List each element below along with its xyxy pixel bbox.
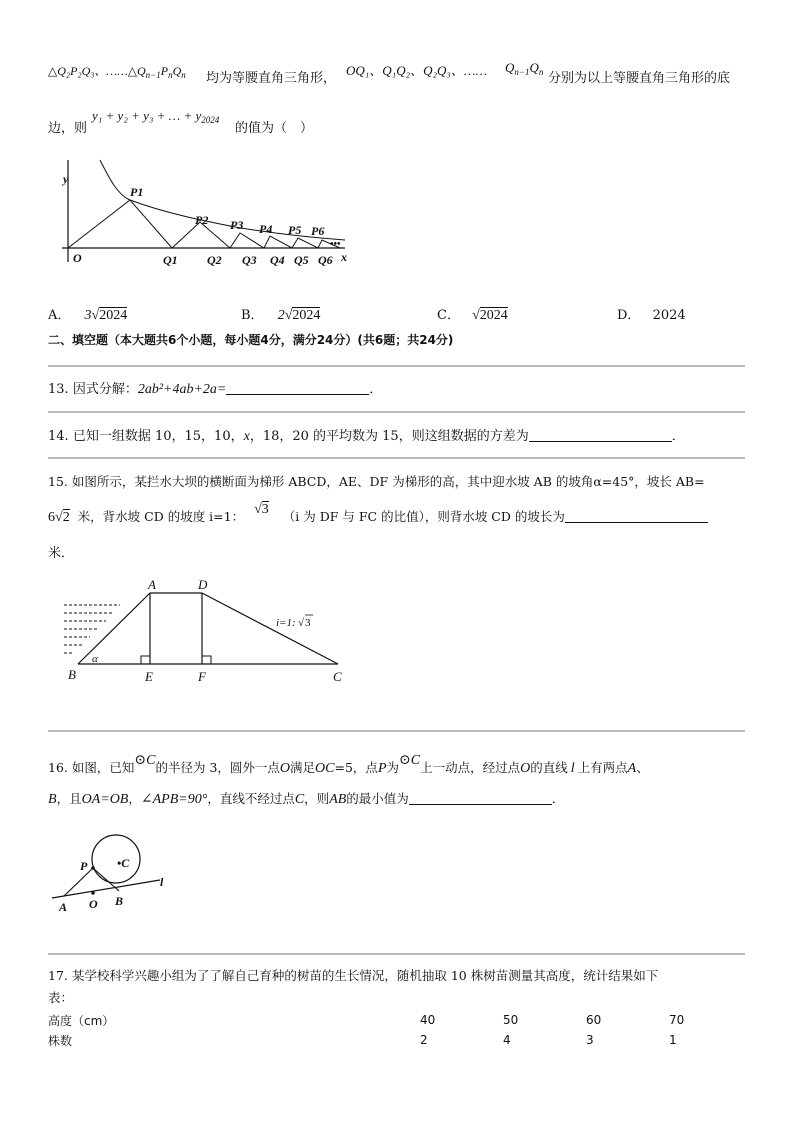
q13: 13. 因式分解：2ab²+4ab+2a= ． [48,382,383,397]
sqrt-icon: √ [91,308,100,323]
label-P6: P6 [311,224,325,238]
q12-sum-expr: y₁ + y₂ + y₃ + … + $y_{2024}$ [92,108,220,125]
label-F: F [198,669,206,684]
label-E: E [145,669,153,684]
q12-bases-tail: $Q_{n-1}Q_n$ [505,60,544,77]
q12-line2-start: 边，则 [48,121,88,136]
q12-line1-end: 分别为以上等腰直角三角形的底 [548,71,731,86]
table-cell: 4 [503,1033,511,1047]
x-axis-label: x [341,250,347,264]
label-B: B [68,667,76,682]
origin-label: O [73,251,82,265]
ellipsis-dots: ••• [330,239,341,250]
table-row-label: 株数 [48,1033,73,1048]
table-cell: 60 [586,1013,602,1027]
label-Q6: Q6 [318,253,333,267]
label-O: O [89,897,98,911]
q14: 14. 已知一组数据 10，15，10，x，18，20 的平均数为 15，则这组数据的方差为 ． [48,429,685,444]
option-b-radicand: 2024 [292,308,321,323]
q17-line1 [48,966,658,984]
table-cell: 40 [420,1013,436,1027]
label-P2: P2 [195,213,209,227]
q12-line2-end: 的值为（ ） [235,121,314,136]
q16-line2: B，且OA=OB，∠APB=90°，直线不经过点C，则AB的最小值为 ． [48,791,565,807]
slope-label: i=1: [276,617,296,629]
q13-number: 13. [48,382,69,397]
table-cell: 1 [669,1033,677,1047]
q17-table [48,1010,729,1050]
table-row [48,1030,729,1050]
q13-text: 因式分解： [72,382,138,397]
q17-number: 17. [48,968,68,983]
label-P4: P4 [259,222,273,236]
label-P: P [80,859,88,873]
q14-text: 已知一组数据 10，15，10， [72,429,244,444]
table-cell: 3 [586,1033,594,1047]
sqrt-icon: √ [298,617,305,629]
label-D: D [198,577,208,592]
label-A: A [148,577,156,592]
q15-line3: 米． [48,546,75,561]
label-P3: P3 [230,218,244,232]
label-l: l [160,875,164,889]
q15-text-line1: 如图所示，某拦水大坝的横断面为梯形 ABCD，AE、DF 为梯形的高，其中迎水坡 AB 的坡角α=45°，坡长 AB= [71,474,705,489]
label-B: B [115,894,124,908]
y-axis-label: y [63,172,69,186]
option-d-letter: D． [617,308,641,323]
label-C: C [333,669,342,684]
divider [48,953,745,955]
q14-number: 14. [48,429,69,444]
line-l [52,880,160,898]
label-C: •C [117,856,130,870]
label-Q3: Q3 [242,253,257,267]
q12-triangles: △Q₂P₂Q₃、$\dots\dots\triangle Q_{n-1}P_nQ_n$ [48,64,186,80]
table-cell: 70 [669,1013,685,1027]
option-a-coef: 3 [84,308,92,323]
q14-text2: ，18，20 的平均数为 15，则这组数据的方差为 [249,429,529,444]
q14-var: x [243,429,250,444]
q15-line2: 6√2 米，背水坡 CD 的坡度 i=1： √3 （i 为 DF 与 FC 的比值），则背水坡 CD 的坡长为 [48,507,708,526]
q15-number: 15. [48,474,68,489]
table-row [48,1010,729,1030]
option-c-letter: C． [437,308,460,323]
q12-line1-text: 均为等腰直角三角形， [206,71,337,86]
q13-expr: 2ab²+4ab+2a= [137,382,227,397]
option-b-letter: B． [241,308,264,323]
table-row-label: 高度（cm） [48,1013,115,1028]
label-Q2: Q2 [207,253,222,267]
label-P1: P1 [130,185,144,199]
option-a-letter: A． [48,308,71,323]
sqrt-icon: √ [55,510,63,525]
label-Q1: Q1 [163,253,178,267]
q17-line2: 表： [48,990,74,1005]
label-alpha: α [92,653,98,665]
q17-text-line1: 某学校科学兴趣小组为了了解自己育种的树苗的生长情况，随机抽取 10 株树苗测量其高度，统计结果如下 [71,968,659,983]
option-b-coef: 2 [277,308,285,323]
label-P5: P5 [288,223,302,237]
option-d-value: 2024 [652,308,686,323]
slope-radicand: 3 [305,617,311,629]
label-Q5: Q5 [294,253,309,267]
table-cell: 2 [420,1033,428,1047]
sqrt-icon: √ [284,308,293,323]
label-A: A [59,900,68,914]
q16-number: 16. [48,760,68,775]
sqrt-icon: √ [254,502,262,517]
q12-bases: OQ₁、Q₁Q₂、Q₂Q₃、…… [346,63,488,78]
option-a-radicand: 2024 [99,308,128,323]
sqrt-icon: √ [472,308,480,323]
section-heading: 二、填空题（本大题共6个小题，每小题4分，满分24分）(共6题；共24分) [48,333,454,347]
option-c-radicand: 2024 [479,308,508,323]
label-Q4: Q4 [270,253,285,267]
table-cell: 50 [503,1013,519,1027]
q16-line1: 16. 如图，已知⊙C的半径为 3，圆外一点O满足OC=5，点P为⊙C上一动点，经过点O的直线 l 上有两点A、 [48,753,649,776]
circle-C [92,835,140,883]
